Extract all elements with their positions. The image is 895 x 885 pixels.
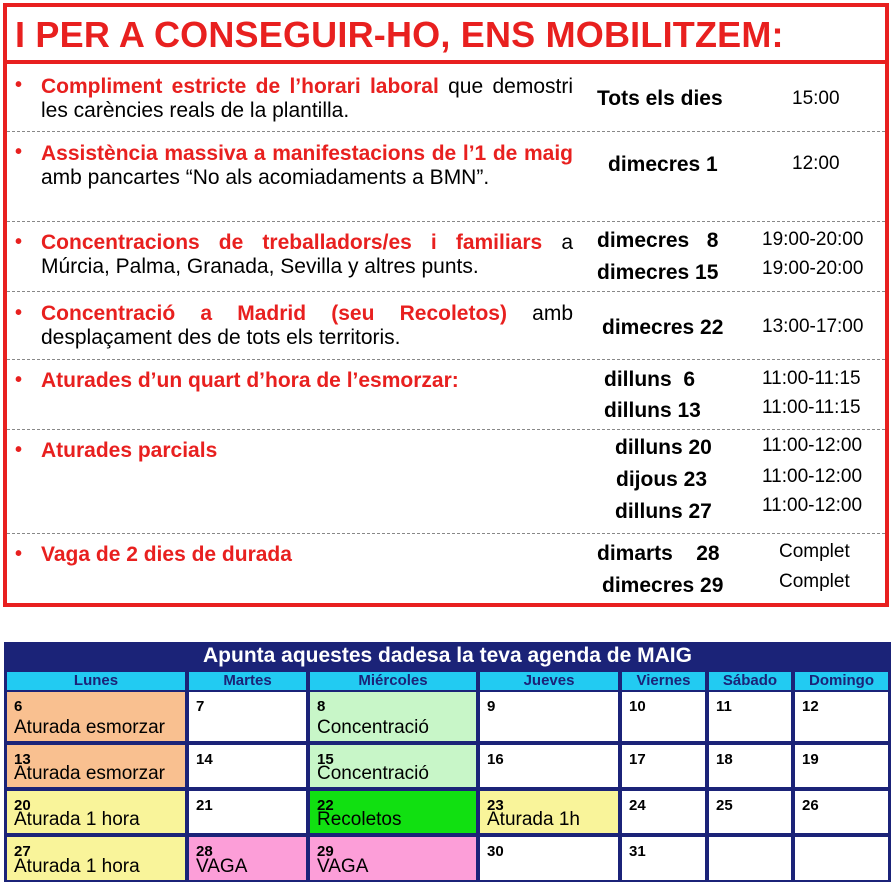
calendar-day-cell bbox=[480, 692, 618, 741]
bullet-icon: • bbox=[15, 439, 23, 461]
mobilization-panel bbox=[3, 3, 889, 607]
calendar-day-cell bbox=[189, 692, 306, 741]
calendar-day-number: 7 bbox=[196, 698, 205, 715]
calendar-day-cell bbox=[480, 837, 618, 880]
calendar-day-number: 9 bbox=[487, 698, 496, 715]
calendar-day-cell bbox=[310, 745, 476, 787]
calendar-day-cell bbox=[709, 791, 791, 833]
calendar-day-number: 11 bbox=[716, 698, 732, 715]
calendar-day-cell bbox=[795, 692, 888, 741]
action-description bbox=[41, 439, 573, 463]
action-day: dimecres 8 bbox=[597, 229, 719, 252]
calendar-day-number: 29 bbox=[317, 843, 334, 860]
calendar-header-day: Miércoles bbox=[310, 672, 476, 690]
calendar-event-label: Aturada 1 hora bbox=[14, 809, 140, 830]
action-rest: que demostri les carències reals de la plantilla. bbox=[41, 75, 573, 122]
action-day: dilluns 13 bbox=[604, 399, 701, 422]
calendar-day-cell bbox=[795, 791, 888, 833]
action-item-concentracions bbox=[7, 222, 885, 292]
action-rest: amb desplaçament des de tots els territoris. bbox=[41, 302, 573, 349]
bullet-icon: • bbox=[15, 231, 23, 253]
action-description bbox=[41, 142, 573, 190]
action-item-horari bbox=[7, 64, 885, 132]
action-time: Complet bbox=[779, 571, 850, 592]
action-time: 11:00-11:15 bbox=[762, 397, 861, 418]
action-day: dimarts 28 bbox=[597, 542, 720, 565]
calendar-day-number: 18 bbox=[716, 751, 733, 768]
action-highlight: Compliment estricte de l’horari laboral bbox=[41, 75, 439, 98]
calendar-day-cell bbox=[709, 837, 791, 880]
calendar-day-cell bbox=[7, 837, 185, 880]
action-day: dilluns 27 bbox=[615, 500, 712, 523]
action-day: dijous 23 bbox=[616, 468, 708, 491]
calendar-day-number: 17 bbox=[629, 751, 646, 768]
calendar-day-cell bbox=[709, 692, 791, 741]
calendar-day-cell bbox=[7, 745, 185, 787]
bullet-icon: • bbox=[15, 369, 23, 391]
calendar-day-number: 25 bbox=[716, 797, 733, 814]
calendar-day-cell bbox=[480, 791, 618, 833]
calendar-day-cell bbox=[622, 791, 705, 833]
calendar-day-number: 6 bbox=[14, 698, 23, 715]
calendar-header-day: Jueves bbox=[480, 672, 618, 690]
calendar-day-cell bbox=[709, 745, 791, 787]
calendar-day-number: 14 bbox=[196, 751, 213, 768]
calendar-day-cell bbox=[795, 745, 888, 787]
calendar-event-label: Aturada esmorzar bbox=[14, 717, 166, 738]
calendar-day-number: 13 bbox=[14, 751, 31, 768]
calendar-day-cell bbox=[622, 745, 705, 787]
calendar-day-number: 26 bbox=[802, 797, 819, 814]
calendar-day-cell bbox=[189, 837, 306, 880]
calendar-header-day: Martes bbox=[189, 672, 306, 690]
action-day: dimecres 1 bbox=[608, 153, 718, 176]
action-description bbox=[41, 369, 573, 393]
calendar-day-cell bbox=[622, 837, 705, 880]
calendar-day-cell bbox=[795, 837, 888, 880]
action-highlight: Vaga de 2 dies de durada bbox=[41, 543, 292, 566]
calendar-event-label: VAGA bbox=[196, 856, 248, 877]
action-item-esmorzar bbox=[7, 360, 885, 430]
calendar-day-number: 20 bbox=[14, 797, 31, 814]
action-highlight: Aturades parcials bbox=[41, 439, 218, 462]
action-day: dimecres 22 bbox=[602, 316, 724, 339]
panel-title: I PER A CONSEGUIR-HO, ENS MOBILITZEM: bbox=[7, 7, 885, 64]
calendar-day-number: 27 bbox=[14, 843, 31, 860]
calendar-day-cell bbox=[189, 791, 306, 833]
calendar-day-number: 21 bbox=[196, 797, 213, 814]
bullet-icon: • bbox=[15, 302, 23, 324]
calendar-day-number: 23 bbox=[487, 797, 504, 814]
action-highlight: Concentracions de treballadors/es i familiars bbox=[41, 231, 543, 254]
action-highlight: Aturades d’un quart d’hora de l’esmorzar: bbox=[41, 369, 459, 392]
action-time: Complet bbox=[779, 541, 850, 562]
action-time: 11:00-11:15 bbox=[762, 368, 861, 389]
calendar-event-label: Recoletos bbox=[317, 809, 402, 830]
calendar-day-cell bbox=[7, 692, 185, 741]
calendar-event-label: Aturada esmorzar bbox=[14, 763, 166, 784]
calendar-day-cell bbox=[480, 745, 618, 787]
action-rest: a Múrcia, Palma, Granada, Sevilla y altres punts. bbox=[41, 231, 573, 278]
calendar-day-cell bbox=[310, 837, 476, 880]
calendar-event-label: Concentració bbox=[317, 763, 429, 784]
action-description bbox=[41, 75, 573, 123]
calendar-day-number: 16 bbox=[487, 751, 504, 768]
calendar-day-cell bbox=[189, 745, 306, 787]
action-day: dilluns 20 bbox=[615, 436, 712, 459]
calendar-day-number: 12 bbox=[802, 698, 819, 715]
action-time: 13:00-17:00 bbox=[762, 316, 864, 337]
calendar-header-day: Lunes bbox=[7, 672, 185, 690]
action-time: 15:00 bbox=[792, 88, 840, 109]
action-description bbox=[41, 543, 573, 567]
bullet-icon: • bbox=[15, 74, 23, 96]
action-time: 11:00-12:00 bbox=[762, 495, 863, 516]
calendar-day-cell bbox=[310, 791, 476, 833]
action-item-parcials bbox=[7, 430, 885, 534]
action-day: dimecres 15 bbox=[597, 261, 719, 284]
calendar-header-day: Sábado bbox=[709, 672, 791, 690]
action-time: 11:00-12:00 bbox=[762, 435, 863, 456]
calendar-event-label: Concentració bbox=[317, 717, 429, 738]
action-item-madrid bbox=[7, 292, 885, 360]
action-day: dilluns 6 bbox=[604, 368, 696, 391]
calendar-day-number: 15 bbox=[317, 751, 334, 768]
calendar-day-number: 10 bbox=[629, 698, 646, 715]
calendar-event-label: Aturada 1 hora bbox=[14, 856, 140, 877]
action-item-vaga bbox=[7, 534, 885, 604]
calendar-day-number: 24 bbox=[629, 797, 646, 814]
bullet-icon: • bbox=[15, 543, 23, 565]
calendar-header-day: Viernes bbox=[622, 672, 705, 690]
calendar-event-label: VAGA bbox=[317, 856, 369, 877]
action-description bbox=[41, 231, 573, 279]
calendar-day-number: 30 bbox=[487, 843, 504, 860]
calendar-day-number: 8 bbox=[317, 698, 326, 715]
action-rest: amb pancartes “No als acomiadaments a BMN”. bbox=[41, 166, 490, 189]
action-day: Tots els dies bbox=[597, 87, 723, 110]
action-highlight: Concentració a Madrid (seu Recoletos) bbox=[41, 302, 507, 325]
bullet-icon: • bbox=[15, 141, 23, 163]
action-list bbox=[7, 64, 885, 604]
calendar-day-cell bbox=[622, 692, 705, 741]
calendar-day-cell bbox=[7, 791, 185, 833]
calendar-day-number: 31 bbox=[629, 843, 646, 860]
calendar-day-cell bbox=[310, 692, 476, 741]
action-time: 19:00-20:00 bbox=[762, 229, 864, 250]
calendar-day-number: 22 bbox=[317, 797, 334, 814]
calendar-day-number: 28 bbox=[196, 843, 213, 860]
may-calendar bbox=[4, 642, 891, 882]
action-highlight: Assistència massiva a manifestacions de l’1 de maig bbox=[41, 142, 573, 165]
calendar-title: Apunta aquestes dadesa la teva agenda de MAIG bbox=[203, 644, 692, 667]
action-day: dimecres 29 bbox=[602, 574, 724, 597]
action-time: 19:00-20:00 bbox=[762, 258, 864, 279]
action-description bbox=[41, 302, 573, 350]
calendar-header-day: Domingo bbox=[795, 672, 888, 690]
calendar-event-label: Aturada 1h bbox=[487, 809, 580, 830]
action-time: 12:00 bbox=[792, 153, 840, 174]
calendar-day-number: 19 bbox=[802, 751, 819, 768]
action-time: 11:00-12:00 bbox=[762, 466, 863, 487]
action-item-manifestacions bbox=[7, 132, 885, 222]
